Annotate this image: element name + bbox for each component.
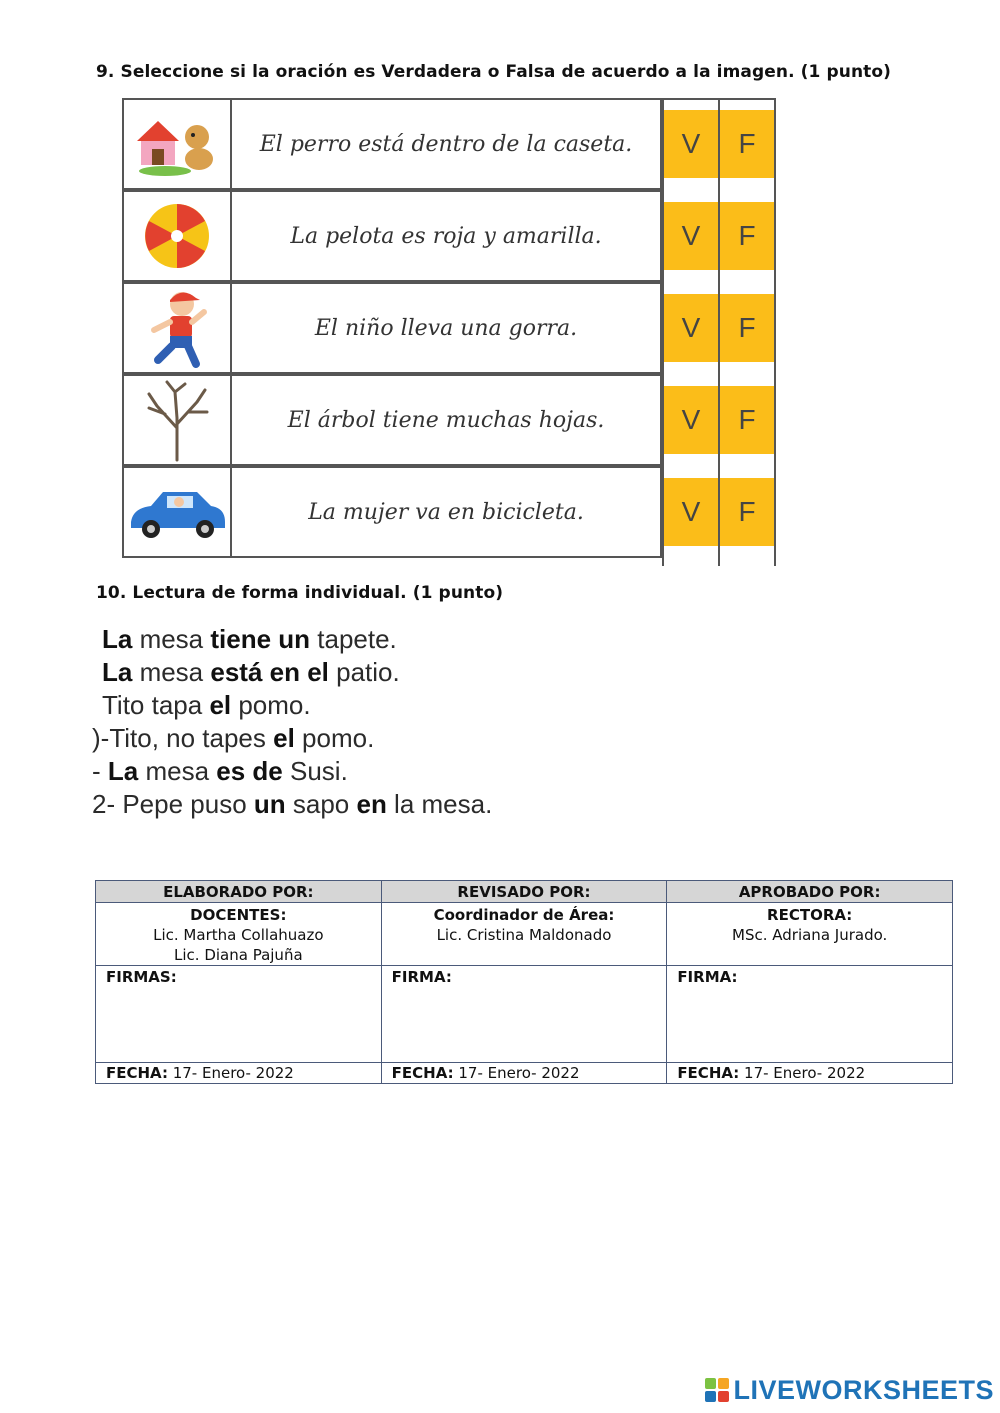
- falso-button[interactable]: F: [720, 294, 774, 362]
- true-false-table: [122, 98, 776, 566]
- verdadero-button[interactable]: V: [664, 478, 718, 546]
- fecha-cell: [667, 1063, 953, 1084]
- falso-button[interactable]: F: [720, 202, 774, 270]
- reading-line: - La mesa es de Susi.: [92, 756, 348, 786]
- falso-button[interactable]: F: [720, 478, 774, 546]
- firma-cell: FIRMA:: [667, 966, 953, 1063]
- fecha-value: 17- Enero- 2022: [453, 1064, 580, 1082]
- reading-line: La mesa tiene un tapete.: [102, 624, 397, 654]
- sentence-text: El árbol tiene muchas hojas.: [230, 374, 662, 466]
- header-aprobado: APROBADO POR:: [667, 881, 953, 903]
- elaborado-cell: [96, 903, 382, 966]
- header-elaborado: ELABORADO POR:: [96, 881, 382, 903]
- fecha-label: FECHA:: [391, 1064, 454, 1082]
- header-revisado: REVISADO POR:: [381, 881, 667, 903]
- fecha-cell: [381, 1063, 667, 1084]
- firma-cell: FIRMAS:: [96, 966, 382, 1063]
- liveworksheets-logo: [705, 1375, 994, 1405]
- boy-with-cap-icon: [122, 282, 230, 374]
- logo-mark-icon: [705, 1378, 729, 1402]
- falso-button[interactable]: F: [720, 110, 774, 178]
- sentence-text: El niño lleva una gorra.: [230, 282, 662, 374]
- role-label: RECTORA:: [767, 906, 853, 924]
- logo-text: LIVEWORKSHEETS: [733, 1374, 994, 1405]
- fecha-value: 17- Enero- 2022: [167, 1064, 294, 1082]
- firma-cell: FIRMA:: [381, 966, 667, 1063]
- sentence-text: La mujer va en bicicleta.: [230, 466, 662, 558]
- person-name: MSc. Adriana Jurado.: [732, 926, 888, 944]
- table-rule: [662, 98, 776, 100]
- reading-passage: [92, 622, 532, 834]
- bare-tree-icon: [122, 374, 230, 466]
- fecha-label: FECHA:: [677, 1064, 740, 1082]
- person-name: Lic. Diana Pajuña: [174, 946, 303, 964]
- question-10-title: 10. Lectura de forma individual. (1 punto): [96, 583, 504, 603]
- verdadero-button[interactable]: V: [664, 202, 718, 270]
- reading-line: Tito tapa el pomo.: [102, 690, 311, 720]
- fecha-label: FECHA:: [106, 1064, 168, 1082]
- reading-line: La mesa está en el patio.: [102, 657, 400, 687]
- revisado-cell: [381, 903, 667, 966]
- fecha-value: 17- Enero- 2022: [739, 1064, 866, 1082]
- reading-line: 2- Pepe puso un sapo en la mesa.: [92, 789, 493, 819]
- blue-car-icon: [122, 466, 230, 558]
- falso-button[interactable]: F: [720, 386, 774, 454]
- verdadero-button[interactable]: V: [664, 110, 718, 178]
- role-label: DOCENTES:: [190, 906, 287, 924]
- question-9-title: 9. Seleccione si la oración es Verdadera o Falsa de acuerdo a la imagen. (1 punto): [96, 62, 892, 82]
- sentence-text: El perro está dentro de la caseta.: [230, 98, 662, 190]
- reading-line: )-Tito, no tapes el pomo.: [92, 723, 375, 753]
- fecha-cell: [96, 1063, 382, 1084]
- sentence-text: La pelota es roja y amarilla.: [230, 190, 662, 282]
- signature-table: [95, 880, 953, 1084]
- beach-ball-icon: [122, 190, 230, 282]
- aprobado-cell: [667, 903, 953, 966]
- person-name: Lic. Cristina Maldonado: [436, 926, 612, 944]
- dog-and-doghouse-icon: [122, 98, 230, 190]
- verdadero-button[interactable]: V: [664, 386, 718, 454]
- role-label: Coordinador de Área:: [433, 906, 615, 924]
- verdadero-button[interactable]: V: [664, 294, 718, 362]
- person-name: Lic. Martha Collahuazo: [153, 926, 324, 944]
